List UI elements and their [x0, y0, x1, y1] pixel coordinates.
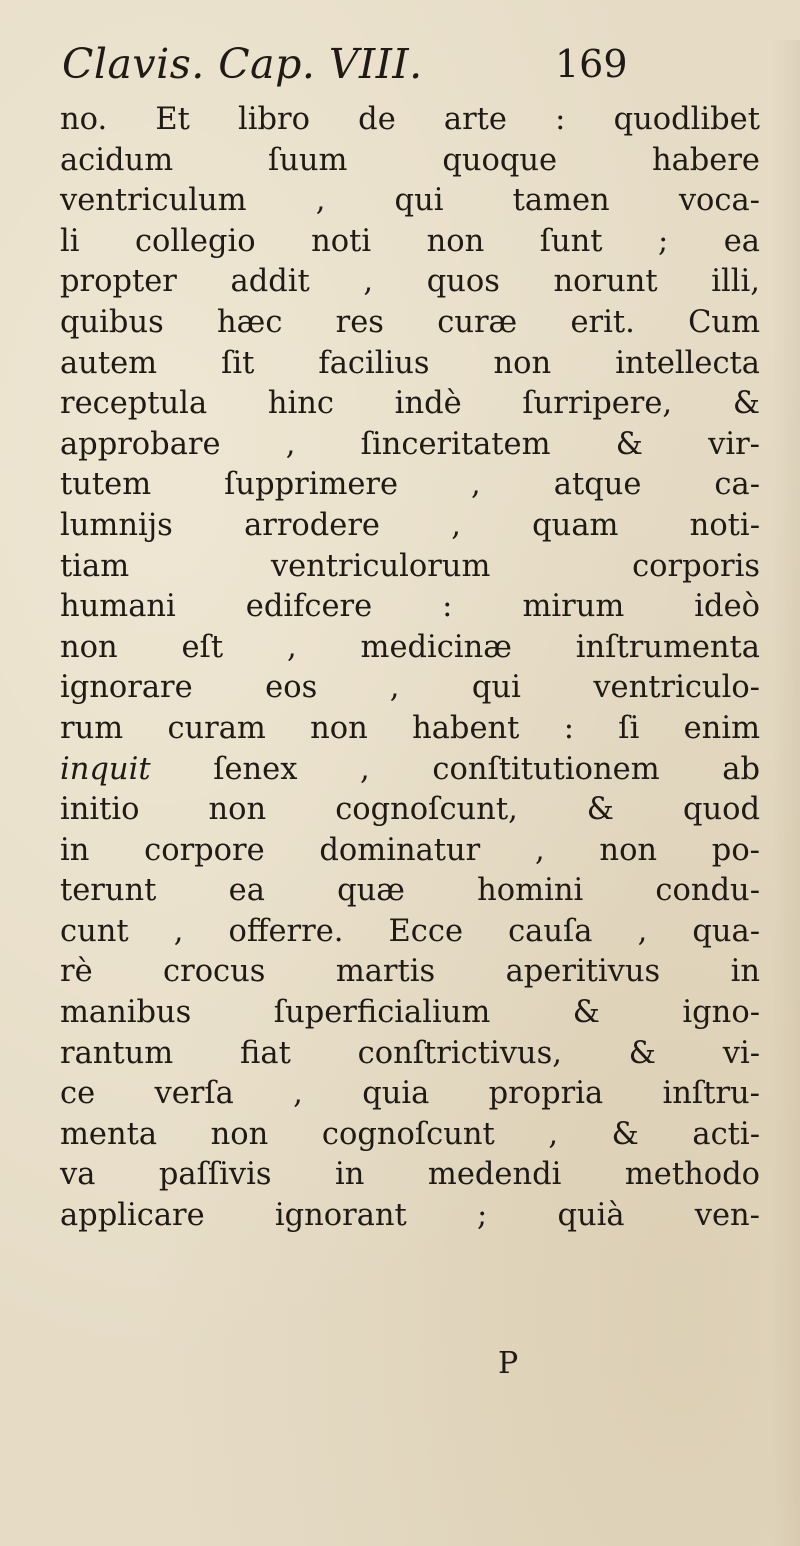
signature-mark: P — [498, 1346, 519, 1381]
text-line: quibus hæc res curæ erit. Cum — [60, 304, 760, 340]
text-line: no. Et libro de arte : quodlibet — [60, 102, 760, 137]
text-line: acidum ſuum quoque habere — [60, 142, 760, 178]
text-line: cunt , offerre. Ecce cauſa , qua- — [60, 913, 760, 949]
text-line: ce verſa , quia propria inſtru- — [60, 1076, 760, 1112]
italic-word: inquit — [60, 751, 151, 787]
page-fold-shadow — [772, 40, 800, 1546]
text-line: humani edifcere : mirum ideò — [60, 589, 760, 625]
text-line: li collegio noti non ſunt ; ea — [60, 223, 760, 259]
text-line: non eſt , medicinæ inſtrumenta — [60, 629, 760, 665]
text-line: tutem ſupprimere , atque ca- — [60, 467, 760, 503]
running-title: Clavis. Cap. VIII. — [62, 40, 423, 88]
text-line: tiam ventriculorum corporis — [60, 548, 760, 584]
text-line: menta non cognoſcunt , & acti- — [60, 1116, 760, 1152]
text-line: ignorare eos , qui ventriculo- — [60, 670, 760, 706]
text-line: manibus ſuperficialium & igno- — [60, 995, 760, 1031]
text-line: in corpore dominatur , non po- — [60, 832, 760, 868]
text-line: approbare , ſinceritatem & vir- — [60, 426, 760, 462]
text-line: rantum fiat conſtrictivus, & vi- — [60, 1035, 760, 1071]
text-line: lumnijs arrodere , quam noti- — [60, 507, 760, 543]
text-line: ventriculum , qui tamen voca- — [60, 183, 760, 219]
body-text — [60, 100, 760, 1237]
text-line: propter addit , quos norunt illi, — [60, 264, 760, 300]
text-line: initio non cognoſcunt, & quod — [60, 792, 760, 828]
text-line: terunt ea quæ homini condu- — [60, 873, 760, 909]
text-line: rè crocus martis aperitivus in — [60, 954, 760, 990]
text-line: applicare ignorant ; quià ven- — [60, 1198, 760, 1234]
text-line: va paſſivis in medendi methodo — [60, 1157, 760, 1193]
text-line: receptula hinc indè ſurripere, & — [60, 386, 760, 422]
text-line-with-italic — [60, 750, 760, 791]
text-line-rest: ſenex , conſtitutionem ab — [213, 751, 760, 787]
page-number: 169 — [555, 42, 628, 86]
text-line: autem ſit facilius non intellecta — [60, 345, 760, 381]
text-line: rum curam non habent : ſi enim — [60, 710, 760, 746]
